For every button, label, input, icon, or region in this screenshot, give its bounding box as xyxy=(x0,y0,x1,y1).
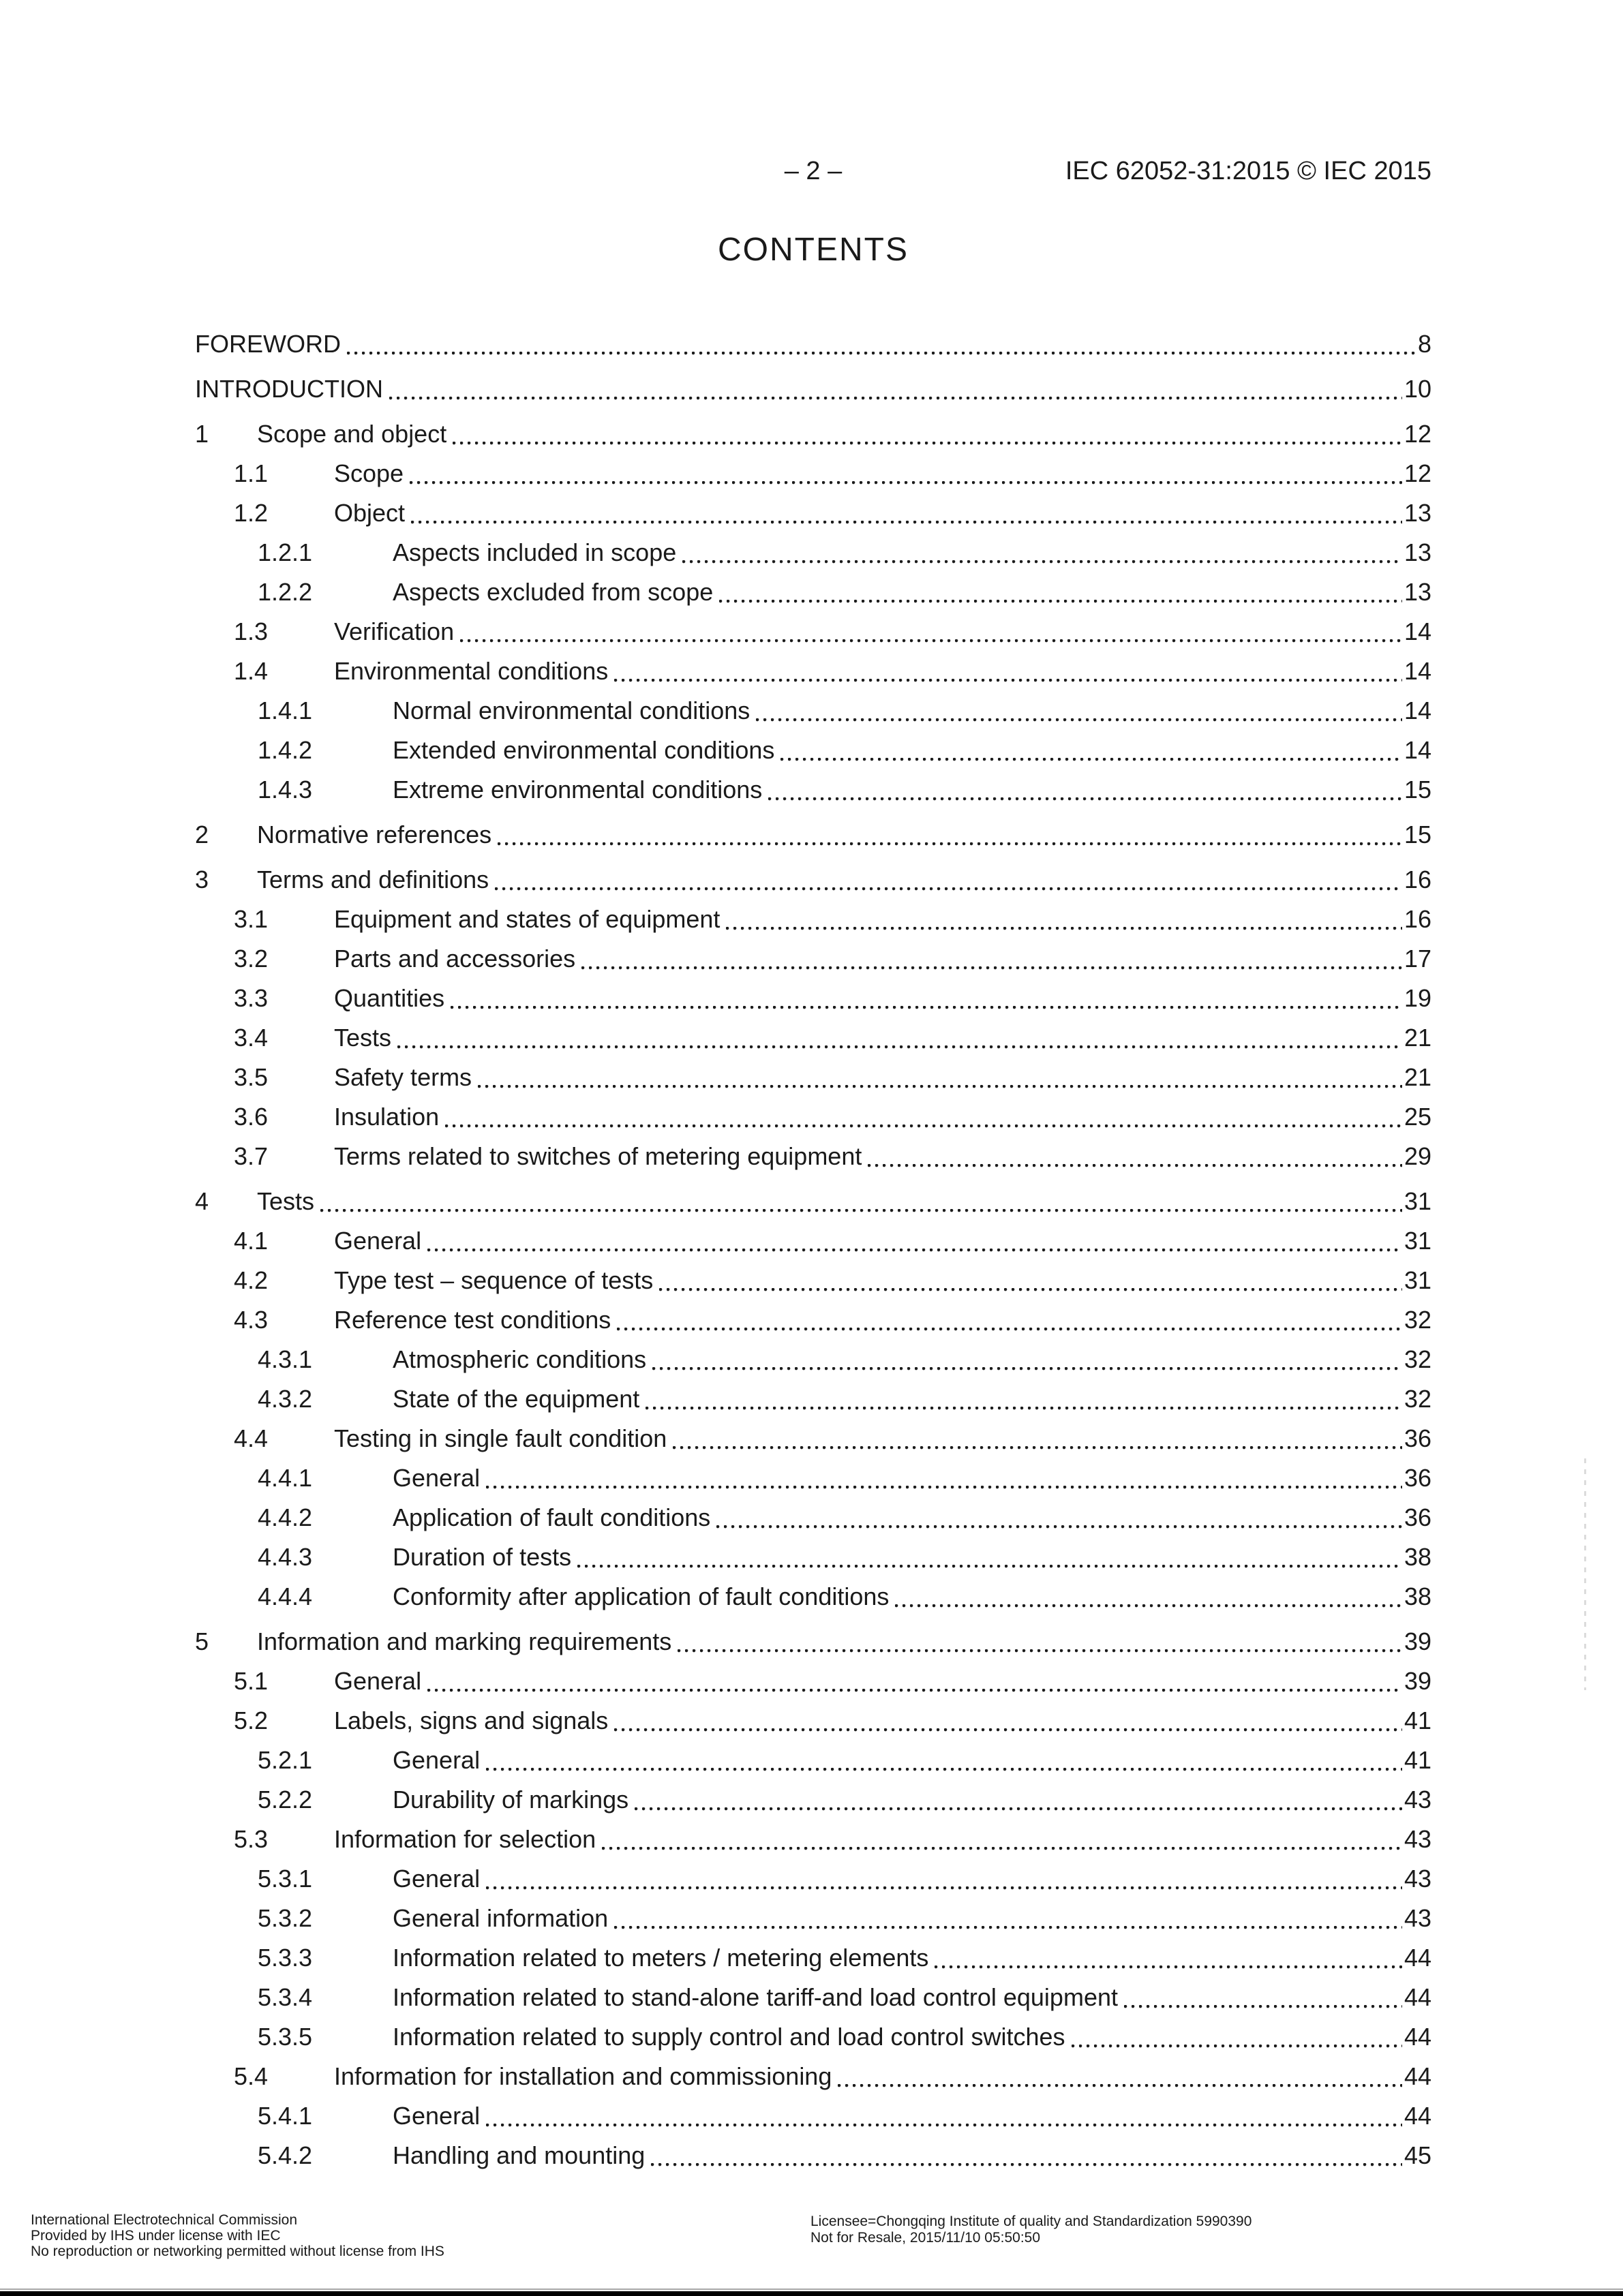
dot-leader xyxy=(768,770,1402,810)
toc-entry-page: 32 xyxy=(1404,1385,1431,1413)
toc-entry-number: 4.1 xyxy=(234,1227,269,1255)
toc-entry-number: 3.6 xyxy=(234,1103,269,1131)
dot-leader xyxy=(486,1458,1402,1498)
toc-entry-number: 4.4.3 xyxy=(258,1543,313,1571)
toc-entry-number: 5.3.4 xyxy=(258,1983,313,2011)
toc-row xyxy=(195,1741,1431,1780)
toc-row xyxy=(195,1577,1431,1617)
dot-leader xyxy=(652,1340,1402,1379)
toc-entry-page: 12 xyxy=(1404,420,1431,448)
dot-leader xyxy=(389,369,1402,409)
toc-entry-title: Terms related to switches of metering equipment xyxy=(334,1142,862,1170)
toc-entry-number: 1.4.1 xyxy=(258,697,313,724)
toc-entry-page: 14 xyxy=(1404,617,1431,645)
dot-leader xyxy=(495,860,1402,900)
toc-entry-title: Safety terms xyxy=(334,1063,472,1091)
toc-entry-title: Parts and accessories xyxy=(334,945,576,973)
toc-entry-title: Quantities xyxy=(334,984,445,1012)
toc-entry-title: INTRODUCTION xyxy=(195,375,383,403)
toc-row xyxy=(195,900,1431,939)
toc-entry-title: State of the equipment xyxy=(393,1385,640,1413)
toc-entry-number: 1.2.2 xyxy=(258,578,313,606)
dot-leader xyxy=(460,612,1402,652)
toc-row xyxy=(195,493,1431,533)
dot-leader xyxy=(347,324,1416,364)
footer-resale-line: Not for Resale, 2015/11/10 05:50:50 xyxy=(810,2230,1041,2246)
toc-entry-number: 4 xyxy=(195,1187,209,1215)
toc-entry-page: 14 xyxy=(1404,736,1431,764)
toc-entry-number: 1.3 xyxy=(234,617,269,645)
toc-entry-number: 4.3.1 xyxy=(258,1345,313,1373)
toc-entry-number: 1.1 xyxy=(234,459,269,487)
toc-entry-page: 31 xyxy=(1404,1266,1431,1294)
toc-entry-number: 2 xyxy=(195,821,209,848)
toc-row xyxy=(195,1537,1431,1577)
dot-leader xyxy=(659,1261,1402,1300)
toc-entry-number: 5.2.2 xyxy=(258,1786,313,1813)
toc-entry-title: General xyxy=(393,1865,481,1893)
footer-publisher-line: International Electrotechnical Commission xyxy=(31,2212,298,2228)
toc-row xyxy=(195,1018,1431,1058)
toc-entry-page: 44 xyxy=(1404,2062,1431,2090)
toc-entry-title: Atmospheric conditions xyxy=(393,1345,647,1373)
toc-row xyxy=(195,939,1431,979)
dot-leader xyxy=(716,1498,1402,1537)
toc-entry-number: 1.2.1 xyxy=(258,538,313,566)
toc-row xyxy=(195,1820,1431,1859)
toc-row xyxy=(195,1938,1431,1978)
dot-leader xyxy=(498,815,1402,855)
dot-leader xyxy=(614,652,1402,691)
dot-leader xyxy=(868,1137,1402,1176)
dot-leader xyxy=(673,1419,1402,1458)
dot-leader xyxy=(635,1780,1402,1820)
toc-entry-title: Durability of markings xyxy=(393,1786,629,1813)
dot-leader xyxy=(682,533,1402,572)
toc-entry-page: 41 xyxy=(1404,1746,1431,1774)
dot-leader xyxy=(486,1741,1402,1780)
toc-entry-title: Verification xyxy=(334,617,455,645)
toc-entry-number: 5 xyxy=(195,1627,209,1655)
toc-entry-number: 3 xyxy=(195,866,209,893)
toc-row xyxy=(195,1137,1431,1176)
toc-entry-title: Tests xyxy=(334,1024,392,1052)
document-reference: IEC 62052-31:2015 © IEC 2015 xyxy=(1065,157,1431,185)
toc-entry-title: General xyxy=(393,1464,481,1492)
toc-row xyxy=(195,1097,1431,1137)
toc-entry-title: General xyxy=(393,2102,481,2130)
toc-entry-page: 31 xyxy=(1404,1227,1431,1255)
toc-entry-title: Insulation xyxy=(334,1103,440,1131)
toc-entry-page: 14 xyxy=(1404,657,1431,685)
toc-entry-title: Conformity after application of fault conditions xyxy=(393,1582,890,1610)
toc-entry-title: Handling and mounting xyxy=(393,2141,646,2169)
toc-row xyxy=(195,1662,1431,1701)
toc-entry-title: Extreme environmental conditions xyxy=(393,776,763,803)
toc-row xyxy=(195,1300,1431,1340)
toc-entry-page: 45 xyxy=(1404,2141,1431,2169)
toc-entry-number: 5.4 xyxy=(234,2062,269,2090)
dot-leader xyxy=(719,572,1402,612)
toc-entry-page: 44 xyxy=(1404,1983,1431,2011)
toc-entry-page: 31 xyxy=(1404,1187,1431,1215)
footer-license-line: Provided by IHS under license with IEC xyxy=(31,2228,281,2244)
toc-entry-number: 3.1 xyxy=(234,905,269,933)
toc-entry-number: 1.4 xyxy=(234,657,269,685)
toc-entry-title: FOREWORD xyxy=(195,330,341,358)
dot-leader xyxy=(1072,2017,1402,2057)
toc-entry-page: 15 xyxy=(1404,776,1431,803)
toc-entry-number: 5.4.1 xyxy=(258,2102,313,2130)
toc-entry-number: 1.4.2 xyxy=(258,736,313,764)
toc-entry-page: 36 xyxy=(1404,1424,1431,1452)
page-header xyxy=(195,155,1431,187)
toc-entry-number: 3.5 xyxy=(234,1063,269,1091)
toc-entry-page: 15 xyxy=(1404,821,1431,848)
toc-entry-title: Information related to meters / metering elements xyxy=(393,1944,929,1972)
toc-entry-title: Information related to stand-alone tariff-and load control equipment xyxy=(393,1983,1118,2011)
dot-leader xyxy=(646,1379,1402,1419)
toc-entry-number: 4.2 xyxy=(234,1266,269,1294)
dot-leader xyxy=(756,691,1402,731)
footer-licensee-line: Licensee=Chongqing Institute of quality and Standardization 5990390 xyxy=(810,2214,1252,2229)
toc-entry-title: Information for installation and commissioning xyxy=(334,2062,832,2090)
dot-leader xyxy=(320,1182,1402,1221)
toc-row xyxy=(195,1701,1431,1741)
scan-edge-line xyxy=(0,2289,1623,2290)
dot-leader xyxy=(427,1221,1402,1261)
dot-leader xyxy=(451,979,1402,1018)
toc-entry-number: 5.3.1 xyxy=(258,1865,313,1893)
toc-entry-page: 44 xyxy=(1404,2023,1431,2051)
toc-entry-title: Information for selection xyxy=(334,1825,596,1853)
toc-entry-title: Testing in single fault condition xyxy=(334,1424,667,1452)
toc-list xyxy=(195,319,1431,2175)
dot-leader xyxy=(397,1018,1402,1058)
toc-entry-page: 39 xyxy=(1404,1667,1431,1695)
toc-entry-title: Scope xyxy=(334,459,404,487)
toc-entry-page: 38 xyxy=(1404,1582,1431,1610)
toc-row xyxy=(195,1221,1431,1261)
toc-row xyxy=(195,770,1431,810)
toc-entry-page: 10 xyxy=(1404,375,1431,403)
toc-row xyxy=(195,369,1431,409)
toc-entry-title: General xyxy=(393,1746,481,1774)
dot-leader xyxy=(478,1058,1402,1097)
dot-leader xyxy=(410,454,1402,493)
dot-leader xyxy=(602,1820,1402,1859)
toc-entry-page: 21 xyxy=(1404,1063,1431,1091)
toc-row xyxy=(195,2096,1431,2136)
toc-row xyxy=(195,1340,1431,1379)
toc-row xyxy=(195,572,1431,612)
toc-row xyxy=(195,979,1431,1018)
toc-entry-number: 5.3.3 xyxy=(258,1944,313,1972)
dot-leader xyxy=(935,1938,1402,1978)
toc-row xyxy=(195,1458,1431,1498)
toc-row xyxy=(195,454,1431,493)
toc-row xyxy=(195,414,1431,454)
toc-row xyxy=(195,533,1431,572)
toc-entry-number: 3.7 xyxy=(234,1142,269,1170)
dot-leader xyxy=(486,2096,1402,2136)
toc-entry-title: Normative references xyxy=(257,821,492,848)
toc-entry-number: 3.3 xyxy=(234,984,269,1012)
toc-entry-page: 29 xyxy=(1404,1142,1431,1170)
dot-leader xyxy=(651,2136,1402,2175)
toc-entry-page: 17 xyxy=(1404,945,1431,973)
toc-entry-title: General xyxy=(334,1227,422,1255)
toc-entry-number: 1.2 xyxy=(234,499,269,527)
dot-leader xyxy=(617,1300,1402,1340)
dot-leader xyxy=(411,493,1402,533)
toc-entry-number: 5.2.1 xyxy=(258,1746,313,1774)
toc-entry-page: 43 xyxy=(1404,1865,1431,1893)
toc-entry-title: Terms and definitions xyxy=(257,866,489,893)
toc-entry-page: 12 xyxy=(1404,459,1431,487)
contents-heading: CONTENTS xyxy=(718,232,909,268)
toc-row xyxy=(195,1058,1431,1097)
dot-leader xyxy=(1124,1978,1402,2017)
toc-entry-page: 19 xyxy=(1404,984,1431,1012)
toc-entry-number: 4.4.4 xyxy=(258,1582,313,1610)
toc-entry-title: Aspects excluded from scope xyxy=(393,578,714,606)
dot-leader xyxy=(577,1537,1402,1577)
toc-row xyxy=(195,1419,1431,1458)
dot-leader xyxy=(895,1577,1402,1617)
toc-row xyxy=(195,860,1431,900)
toc-entry-title: Type test – sequence of tests xyxy=(334,1266,654,1294)
toc-row xyxy=(195,1859,1431,1899)
scan-artifact-dashes xyxy=(1584,1458,1586,1690)
toc-entry-page: 43 xyxy=(1404,1825,1431,1853)
toc-entry-title: Environmental conditions xyxy=(334,657,609,685)
toc-entry-number: 3.4 xyxy=(234,1024,269,1052)
toc-entry-page: 39 xyxy=(1404,1627,1431,1655)
footer-reproduction-line: No reproduction or networking permitted without license from IHS xyxy=(31,2244,444,2259)
dot-leader xyxy=(445,1097,1402,1137)
toc-entry-title: Normal environmental conditions xyxy=(393,697,750,724)
toc-entry-title: Tests xyxy=(257,1187,315,1215)
toc-entry-title: Scope and object xyxy=(257,420,447,448)
dot-leader xyxy=(614,1701,1402,1741)
toc-entry-page: 25 xyxy=(1404,1103,1431,1131)
toc-entry-title: Labels, signs and signals xyxy=(334,1706,609,1734)
toc-entry-page: 43 xyxy=(1404,1786,1431,1813)
dot-leader xyxy=(453,414,1402,454)
toc-entry-page: 13 xyxy=(1404,578,1431,606)
toc-entry-number: 4.3 xyxy=(234,1306,269,1334)
toc-entry-title: Application of fault conditions xyxy=(393,1503,711,1531)
toc-entry-title: Object xyxy=(334,499,406,527)
toc-row xyxy=(195,1622,1431,1662)
toc-entry-title: Information and marking requirements xyxy=(257,1627,672,1655)
toc-entry-number: 1.4.3 xyxy=(258,776,313,803)
dot-leader xyxy=(427,1662,1402,1701)
dot-leader xyxy=(726,900,1402,939)
toc-entry-number: 5.3.2 xyxy=(258,1904,313,1932)
toc-entry-number: 1 xyxy=(195,420,209,448)
toc-entry-title: General xyxy=(334,1667,422,1695)
toc-entry-number: 4.3.2 xyxy=(258,1385,313,1413)
toc-entry-number: 5.3.5 xyxy=(258,2023,313,2051)
toc-entry-title: Information related to supply control and load control switches xyxy=(393,2023,1065,2051)
dot-leader xyxy=(780,731,1402,770)
toc-entry-number: 5.4.2 xyxy=(258,2141,313,2169)
toc-entry-page: 13 xyxy=(1404,499,1431,527)
toc-entry-number: 5.1 xyxy=(234,1667,269,1695)
toc-row xyxy=(195,2136,1431,2175)
dot-leader xyxy=(486,1859,1402,1899)
toc-entry-page: 13 xyxy=(1404,538,1431,566)
toc-entry-title: Reference test conditions xyxy=(334,1306,611,1334)
toc-row xyxy=(195,1780,1431,1820)
toc-entry-page: 16 xyxy=(1404,866,1431,893)
toc-row xyxy=(195,2017,1431,2057)
toc-row xyxy=(195,612,1431,652)
page-number-marker: – 2 – xyxy=(784,157,843,185)
dot-leader xyxy=(678,1622,1402,1662)
footer-licensee-block xyxy=(810,2214,1252,2246)
toc-entry-page: 43 xyxy=(1404,1904,1431,1932)
toc-row xyxy=(195,691,1431,731)
toc-entry-number: 4.4.1 xyxy=(258,1464,313,1492)
toc-entry-title: Aspects included in scope xyxy=(393,538,677,566)
toc-row xyxy=(195,731,1431,770)
toc-entry-title: Equipment and states of equipment xyxy=(334,905,721,933)
toc-entry-page: 41 xyxy=(1404,1706,1431,1734)
toc-entry-page: 32 xyxy=(1404,1345,1431,1373)
toc-row xyxy=(195,652,1431,691)
toc-row xyxy=(195,815,1431,855)
toc-entry-title: Duration of tests xyxy=(393,1543,572,1571)
toc-row xyxy=(195,324,1431,364)
toc-row xyxy=(195,1379,1431,1419)
toc-entry-page: 32 xyxy=(1404,1306,1431,1334)
footer-publisher-block xyxy=(31,2212,444,2259)
toc-entry-page: 36 xyxy=(1404,1464,1431,1492)
toc-entry-title: Extended environmental conditions xyxy=(393,736,775,764)
toc-row xyxy=(195,1899,1431,1938)
toc-entry-page: 21 xyxy=(1404,1024,1431,1052)
scan-edge-bar xyxy=(0,2291,1623,2296)
toc-entry-number: 5.2 xyxy=(234,1706,269,1734)
toc-entry-page: 36 xyxy=(1404,1503,1431,1531)
toc-row xyxy=(195,2057,1431,2096)
toc-entry-number: 4.4.2 xyxy=(258,1503,313,1531)
dot-leader xyxy=(581,939,1402,979)
toc-entry-page: 44 xyxy=(1404,2102,1431,2130)
toc-entry-page: 44 xyxy=(1404,1944,1431,1972)
toc-entry-number: 4.4 xyxy=(234,1424,269,1452)
toc-entry-page: 16 xyxy=(1404,905,1431,933)
toc-entry-page: 14 xyxy=(1404,697,1431,724)
dot-leader xyxy=(614,1899,1402,1938)
toc-entry-page: 8 xyxy=(1417,330,1431,358)
dot-leader xyxy=(838,2057,1402,2096)
toc-entry-title: General information xyxy=(393,1904,609,1932)
toc-row xyxy=(195,1261,1431,1300)
toc-entry-page: 38 xyxy=(1404,1543,1431,1571)
toc-row xyxy=(195,1182,1431,1221)
toc-row xyxy=(195,1498,1431,1537)
toc-entry-number: 3.2 xyxy=(234,945,269,973)
toc-row xyxy=(195,1978,1431,2017)
toc-entry-number: 5.3 xyxy=(234,1825,269,1853)
